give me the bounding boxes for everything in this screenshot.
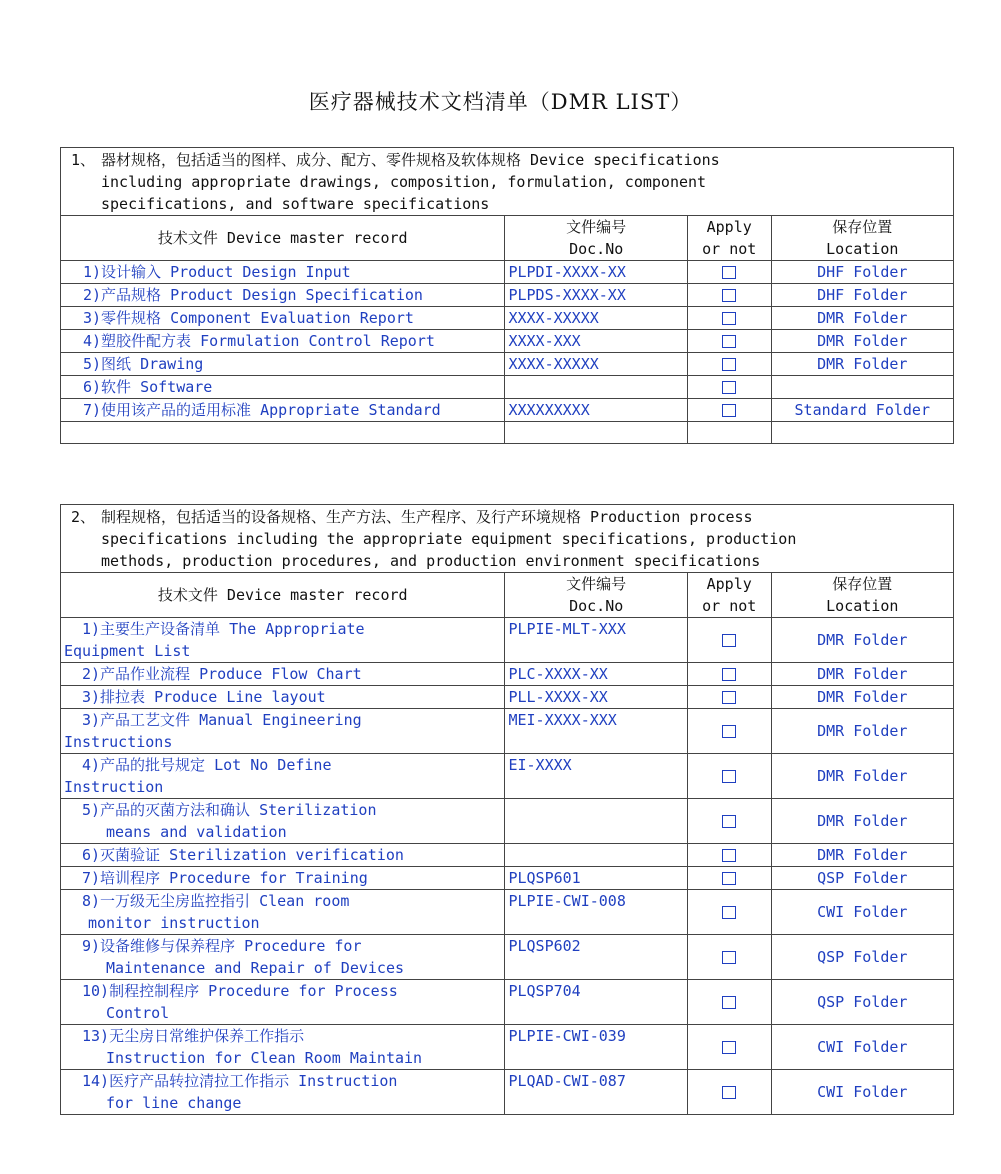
apply-checkbox[interactable] — [722, 358, 736, 371]
header-location: 保存位置 Location — [771, 216, 953, 261]
location: QSP Folder — [771, 980, 953, 1025]
section-1-number: 1、 — [71, 151, 96, 169]
location: DHF Folder — [771, 284, 953, 307]
apply-checkbox[interactable] — [722, 815, 736, 828]
section-2-heading — [61, 505, 954, 573]
apply-checkbox[interactable] — [722, 312, 736, 325]
location: DMR Folder — [771, 844, 953, 867]
location: DMR Folder — [771, 330, 953, 353]
doc-number — [505, 844, 687, 867]
record-name: 3)产品工艺文件 Manual Engineering Instructions — [61, 709, 505, 754]
apply-checkbox[interactable] — [722, 906, 736, 919]
record-name: 10)制程控制程序 Procedure for Process Control — [61, 980, 505, 1025]
doc-number: PLQSP602 — [505, 935, 687, 980]
table-row — [61, 399, 954, 422]
table-row — [61, 1070, 954, 1115]
location: DMR Folder — [771, 754, 953, 799]
table-row — [61, 330, 954, 353]
record-name: 4)塑胶件配方表 Formulation Control Report — [61, 330, 505, 353]
section-1-line-1: 器材规格，包括适当的图样、成分、配方、零件规格及软体规格 Device specifications — [101, 151, 720, 169]
apply-checkbox[interactable] — [722, 691, 736, 704]
empty-row — [61, 422, 954, 444]
table-row — [61, 844, 954, 867]
doc-number: PLPDS-XXXX-XX — [505, 284, 687, 307]
header-doc-no: 文件编号 Doc.No — [505, 216, 687, 261]
location: QSP Folder — [771, 867, 953, 890]
header-apply: Apply or not — [687, 216, 771, 261]
record-name: 6)软件 Software — [61, 376, 505, 399]
location: DMR Folder — [771, 353, 953, 376]
table-row — [61, 686, 954, 709]
table-row — [61, 867, 954, 890]
doc-number: PLQSP704 — [505, 980, 687, 1025]
doc-number: XXXX-XXXXX — [505, 307, 687, 330]
record-name: 4)产品的批号规定 Lot No Define Instruction — [61, 754, 505, 799]
doc-number — [505, 799, 687, 844]
header-apply: Apply or not — [687, 573, 771, 618]
table-row — [61, 307, 954, 330]
section-2-line-2: specifications including the appropriate equipment specifications, production — [101, 530, 797, 548]
table-row — [61, 1025, 954, 1070]
apply-checkbox[interactable] — [722, 266, 736, 279]
section-2-number: 2、 — [71, 508, 96, 526]
doc-number: MEI-XXXX-XXX — [505, 709, 687, 754]
location: DMR Folder — [771, 663, 953, 686]
header-record: 技术文件 Device master record — [61, 573, 505, 618]
table-row — [61, 261, 954, 284]
location: DMR Folder — [771, 307, 953, 330]
location: QSP Folder — [771, 935, 953, 980]
apply-checkbox[interactable] — [722, 872, 736, 885]
header-location: 保存位置 Location — [771, 573, 953, 618]
section-1-heading — [61, 148, 954, 216]
section-1-line-2: including appropriate drawings, composition, formulation, component — [101, 173, 707, 191]
record-name: 1)主要生产设备清单 The Appropriate Equipment List — [61, 618, 505, 663]
record-name: 5)产品的灭菌方法和确认 Sterilization means and validation — [61, 799, 505, 844]
record-name: 3)零件规格 Component Evaluation Report — [61, 307, 505, 330]
table-row — [61, 799, 954, 844]
record-name: 7)培训程序 Procedure for Training — [61, 867, 505, 890]
section-1-line-3: specifications, and software specifications — [101, 195, 490, 213]
record-name: 2)产品作业流程 Produce Flow Chart — [61, 663, 505, 686]
doc-number: PLQAD-CWI-087 — [505, 1070, 687, 1115]
location: Standard Folder — [771, 399, 953, 422]
location — [771, 376, 953, 399]
doc-number: XXXX-XXXXX — [505, 353, 687, 376]
apply-checkbox[interactable] — [722, 1086, 736, 1099]
table-row — [61, 618, 954, 663]
table-row — [61, 754, 954, 799]
doc-number: XXXXXXXXX — [505, 399, 687, 422]
apply-checkbox[interactable] — [722, 404, 736, 417]
apply-checkbox[interactable] — [722, 725, 736, 738]
record-name: 2)产品规格 Product Design Specification — [61, 284, 505, 307]
table-row — [61, 376, 954, 399]
doc-number — [505, 376, 687, 399]
doc-number: EI-XXXX — [505, 754, 687, 799]
apply-checkbox[interactable] — [722, 289, 736, 302]
location: DMR Folder — [771, 799, 953, 844]
location: CWI Folder — [771, 890, 953, 935]
table-row — [61, 353, 954, 376]
apply-checkbox[interactable] — [722, 996, 736, 1009]
table-row — [61, 284, 954, 307]
record-name: 6)灭菌验证 Sterilization verification — [61, 844, 505, 867]
table-row — [61, 663, 954, 686]
doc-number: XXXX-XXX — [505, 330, 687, 353]
apply-checkbox[interactable] — [722, 770, 736, 783]
header-doc-no: 文件编号 Doc.No — [505, 573, 687, 618]
section-2-line-3: methods, production procedures, and production environment specifications — [101, 552, 761, 570]
apply-checkbox[interactable] — [722, 951, 736, 964]
record-name: 13)无尘房日常维护保养工作指示 Instruction for Clean Room Maintain — [61, 1025, 505, 1070]
table-row — [61, 709, 954, 754]
record-name: 5)图纸 Drawing — [61, 353, 505, 376]
table-row — [61, 935, 954, 980]
header-record: 技术文件 Device master record — [61, 216, 505, 261]
table-row — [61, 980, 954, 1025]
apply-checkbox[interactable] — [722, 335, 736, 348]
apply-checkbox[interactable] — [722, 668, 736, 681]
doc-number: PLPIE-MLT-XXX — [505, 618, 687, 663]
section-2-line-1: 制程规格，包括适当的设备规格、生产方法、生产程序、及行产环境规格 Production process — [101, 508, 753, 526]
table-row — [61, 890, 954, 935]
doc-number: PLC-XXXX-XX — [505, 663, 687, 686]
column-header-row — [61, 216, 954, 261]
apply-checkbox[interactable] — [722, 849, 736, 862]
column-header-row — [61, 573, 954, 618]
doc-number: PLPIE-CWI-008 — [505, 890, 687, 935]
location: CWI Folder — [771, 1025, 953, 1070]
doc-number: PLL-XXXX-XX — [505, 686, 687, 709]
page-title: 医疗器械技术文档清单（DMR LIST） — [308, 90, 693, 114]
record-name: 1)设计输入 Product Design Input — [61, 261, 505, 284]
doc-number: PLPIE-CWI-039 — [505, 1025, 687, 1070]
section-2-table — [60, 504, 954, 1115]
location: DMR Folder — [771, 686, 953, 709]
section-1-table — [60, 147, 954, 444]
record-name: 14)医疗产品转拉清拉工作指示 Instruction for line change — [61, 1070, 505, 1115]
apply-checkbox[interactable] — [722, 1041, 736, 1054]
apply-checkbox[interactable] — [722, 381, 736, 394]
record-name: 8)一万级无尘房监控指引 Clean room monitor instruction — [61, 890, 505, 935]
record-name: 3)排拉表 Produce Line layout — [61, 686, 505, 709]
location: DMR Folder — [771, 618, 953, 663]
location: CWI Folder — [771, 1070, 953, 1115]
location: DHF Folder — [771, 261, 953, 284]
doc-number: PLQSP601 — [505, 867, 687, 890]
record-name: 9)设备维修与保养程序 Procedure for Maintenance and Repair of Devices — [61, 935, 505, 980]
location: DMR Folder — [771, 709, 953, 754]
apply-checkbox[interactable] — [722, 634, 736, 647]
doc-number: PLPDI-XXXX-XX — [505, 261, 687, 284]
record-name: 7)使用该产品的适用标准 Appropriate Standard — [61, 399, 505, 422]
